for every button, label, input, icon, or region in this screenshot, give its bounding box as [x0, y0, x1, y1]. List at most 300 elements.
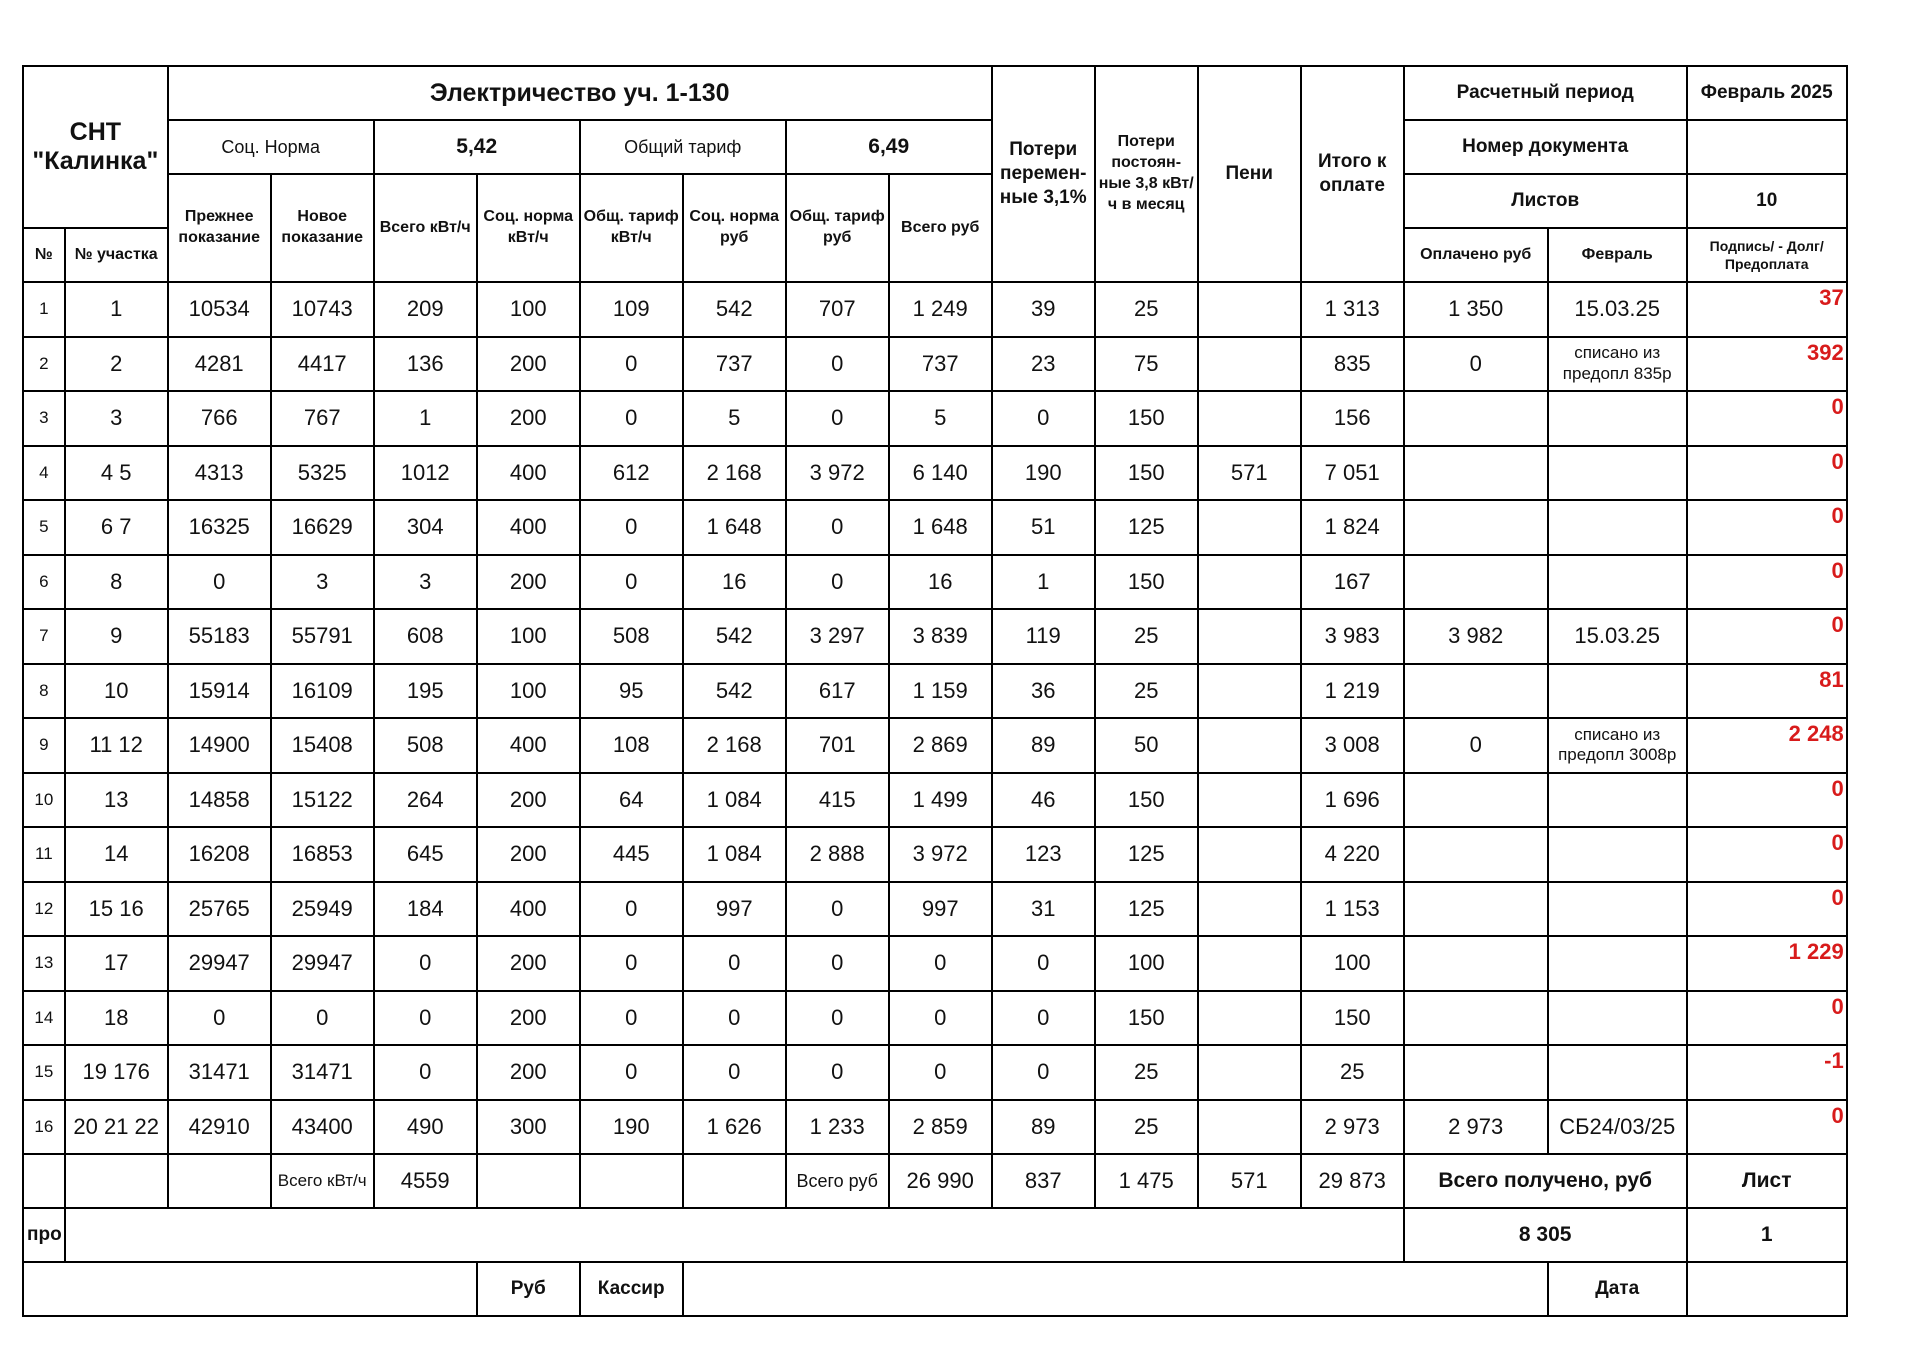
tariff-rub: 0	[786, 882, 889, 937]
tariff-kwh: 190	[580, 1100, 683, 1155]
tariff-kwh: 0	[580, 500, 683, 555]
to-pay: 100	[1301, 936, 1404, 991]
soc-rub: 2 168	[683, 718, 786, 773]
period-label: Расчетный период	[1404, 66, 1687, 120]
new-reading: 15122	[271, 773, 374, 828]
penalty	[1198, 337, 1301, 392]
plot-number: 20 21 22	[65, 1100, 168, 1155]
received-value: 8 305	[1404, 1208, 1687, 1262]
doc-number-value	[1687, 120, 1847, 174]
prev-reading: 31471	[168, 1045, 271, 1100]
prev-reading: 14858	[168, 773, 271, 828]
plot-number: 19 176	[65, 1045, 168, 1100]
loss-variable: 190	[992, 446, 1095, 501]
new-reading: 29947	[271, 936, 374, 991]
table-row	[23, 882, 1847, 937]
total-rub: 997	[889, 882, 992, 937]
tariff-kwh: 0	[580, 337, 683, 392]
debt-prepayment: 0	[1687, 1100, 1847, 1155]
header-loss-constant: Потери постоян-ные 3,8 кВт/ч в месяц	[1095, 66, 1198, 282]
empty-cell	[580, 1154, 683, 1208]
total-kwh: 3	[374, 555, 477, 610]
date-label: Дата	[1548, 1262, 1687, 1316]
header-total-rub: Всего руб	[889, 174, 992, 282]
table-row	[23, 718, 1847, 773]
header-tariff-kwh: Общ. тариф кВт/ч	[580, 174, 683, 282]
total-kwh: 264	[374, 773, 477, 828]
loss-constant: 150	[1095, 555, 1198, 610]
loss-constant: 25	[1095, 1100, 1198, 1155]
debt-prepayment: 1 229	[1687, 936, 1847, 991]
to-pay: 835	[1301, 337, 1404, 392]
table-row	[23, 1100, 1847, 1155]
header-tariff-rub: Общ. тариф руб	[786, 174, 889, 282]
total-rub: 3 972	[889, 827, 992, 882]
row-num: 3	[23, 391, 65, 446]
loss-constant: 150	[1095, 446, 1198, 501]
loss-variable: 0	[992, 391, 1095, 446]
total-rub: 2 859	[889, 1100, 992, 1155]
paid-rub	[1404, 555, 1548, 610]
electricity-billing-sheet	[22, 65, 1848, 1317]
tariff-rub: 3 972	[786, 446, 889, 501]
plot-number: 13	[65, 773, 168, 828]
tariff-rub: 0	[786, 337, 889, 392]
plot-number: 9	[65, 609, 168, 664]
prev-reading: 4281	[168, 337, 271, 392]
org-name: СНТ "Калинка"	[23, 66, 168, 228]
payment-note	[1548, 827, 1687, 882]
row-num: 10	[23, 773, 65, 828]
tariff-kwh: 445	[580, 827, 683, 882]
plot-number: 18	[65, 991, 168, 1046]
penalty	[1198, 664, 1301, 719]
debt-prepayment: 0	[1687, 609, 1847, 664]
row-num: 9	[23, 718, 65, 773]
to-pay: 25	[1301, 1045, 1404, 1100]
penalty	[1198, 391, 1301, 446]
total-rub: 0	[889, 991, 992, 1046]
prev-reading: 766	[168, 391, 271, 446]
loss-constant: 150	[1095, 773, 1198, 828]
loss-constant: 150	[1095, 991, 1198, 1046]
plot-number: 1	[65, 282, 168, 337]
debt-prepayment: 0	[1687, 391, 1847, 446]
loss-variable: 123	[992, 827, 1095, 882]
payment-note: СБ24/03/25	[1548, 1100, 1687, 1155]
paid-rub	[1404, 882, 1548, 937]
soc-kwh: 200	[477, 936, 580, 991]
payment-note	[1548, 555, 1687, 610]
soc-rub: 542	[683, 282, 786, 337]
row-num: 14	[23, 991, 65, 1046]
debt-prepayment: 0	[1687, 827, 1847, 882]
total-kwh: 184	[374, 882, 477, 937]
new-reading: 767	[271, 391, 374, 446]
loss-constant: 25	[1095, 609, 1198, 664]
debt-prepayment: 0	[1687, 555, 1847, 610]
soc-rub: 0	[683, 936, 786, 991]
soc-kwh: 200	[477, 555, 580, 610]
table-row	[23, 936, 1847, 991]
loss-variable: 0	[992, 1045, 1095, 1100]
total-rub: 1 159	[889, 664, 992, 719]
penalty	[1198, 1100, 1301, 1155]
header-num: №	[23, 228, 65, 282]
footer-row	[23, 1262, 1847, 1316]
prev-reading: 14900	[168, 718, 271, 773]
header-total-kwh: Всего кВт/ч	[374, 174, 477, 282]
payment-note: 15.03.25	[1548, 282, 1687, 337]
prev-reading: 0	[168, 991, 271, 1046]
soc-kwh: 200	[477, 337, 580, 392]
total-loss-constant: 1 475	[1095, 1154, 1198, 1208]
table-row	[23, 991, 1847, 1046]
new-reading: 16853	[271, 827, 374, 882]
row-num: 4	[23, 446, 65, 501]
payment-note	[1548, 882, 1687, 937]
tariff-kwh: 0	[580, 391, 683, 446]
row-num: 15	[23, 1045, 65, 1100]
prev-reading: 4313	[168, 446, 271, 501]
tariff-rub: 0	[786, 1045, 889, 1100]
to-pay: 3 983	[1301, 609, 1404, 664]
plot-number: 3	[65, 391, 168, 446]
soc-kwh: 400	[477, 882, 580, 937]
table-row	[23, 773, 1847, 828]
empty-cell	[23, 1154, 65, 1208]
total-kwh: 304	[374, 500, 477, 555]
new-reading: 31471	[271, 1045, 374, 1100]
row-num: 16	[23, 1100, 65, 1155]
to-pay: 1 696	[1301, 773, 1404, 828]
row-num: 13	[23, 936, 65, 991]
loss-variable: 89	[992, 1100, 1095, 1155]
soc-rub: 1 084	[683, 773, 786, 828]
loss-constant: 75	[1095, 337, 1198, 392]
loss-variable: 39	[992, 282, 1095, 337]
soc-kwh: 300	[477, 1100, 580, 1155]
soc-kwh: 200	[477, 773, 580, 828]
header-loss-variable: Потери перемен-ные 3,1%	[992, 66, 1095, 282]
new-reading: 25949	[271, 882, 374, 937]
plot-number: 14	[65, 827, 168, 882]
header-prev-reading: Прежнее показание	[168, 174, 271, 282]
payment-note: списано из предопл 3008р	[1548, 718, 1687, 773]
total-rub: 5	[889, 391, 992, 446]
prev-reading: 29947	[168, 936, 271, 991]
loss-constant: 25	[1095, 1045, 1198, 1100]
soc-rub: 5	[683, 391, 786, 446]
plot-number: 17	[65, 936, 168, 991]
tariff-label: Общий тариф	[580, 120, 786, 174]
header-paid: Оплачено руб	[1404, 228, 1548, 282]
table-row	[23, 664, 1847, 719]
tariff-kwh: 64	[580, 773, 683, 828]
loss-variable: 31	[992, 882, 1095, 937]
tariff-kwh: 0	[580, 991, 683, 1046]
total-loss-variable: 837	[992, 1154, 1095, 1208]
tariff-rub: 0	[786, 936, 889, 991]
total-kwh: 209	[374, 282, 477, 337]
paid-rub: 0	[1404, 718, 1548, 773]
row-num: 8	[23, 664, 65, 719]
header-to-pay: Итого к оплате	[1301, 66, 1404, 282]
empty-cell	[168, 1154, 271, 1208]
to-pay: 167	[1301, 555, 1404, 610]
paid-rub: 0	[1404, 337, 1548, 392]
plot-number: 6 7	[65, 500, 168, 555]
debt-prepayment: -1	[1687, 1045, 1847, 1100]
total-rub-value: 26 990	[889, 1154, 992, 1208]
paid-rub	[1404, 391, 1548, 446]
total-rub: 1 499	[889, 773, 992, 828]
penalty	[1198, 882, 1301, 937]
to-pay: 7 051	[1301, 446, 1404, 501]
to-pay: 156	[1301, 391, 1404, 446]
penalty	[1198, 827, 1301, 882]
to-pay: 1 219	[1301, 664, 1404, 719]
tariff-value: 6,49	[786, 120, 992, 174]
tariff-kwh: 0	[580, 936, 683, 991]
rub-label: Руб	[477, 1262, 580, 1316]
new-reading: 10743	[271, 282, 374, 337]
to-pay: 2 973	[1301, 1100, 1404, 1155]
loss-variable: 51	[992, 500, 1095, 555]
payment-note	[1548, 991, 1687, 1046]
penalty	[1198, 936, 1301, 991]
paid-rub	[1404, 500, 1548, 555]
total-rub: 0	[889, 1045, 992, 1100]
row-num: 6	[23, 555, 65, 610]
payment-note	[1548, 446, 1687, 501]
summary-row	[23, 1208, 1847, 1262]
paid-rub	[1404, 1045, 1548, 1100]
table-row	[23, 282, 1847, 337]
prev-reading: 16208	[168, 827, 271, 882]
paid-rub	[1404, 664, 1548, 719]
loss-variable: 89	[992, 718, 1095, 773]
empty-cell	[23, 1262, 477, 1316]
to-pay: 1 824	[1301, 500, 1404, 555]
date-field	[1687, 1262, 1847, 1316]
header-plot: № участка	[65, 228, 168, 282]
cashier-field	[683, 1262, 1548, 1316]
loss-variable: 1	[992, 555, 1095, 610]
prev-reading: 16325	[168, 500, 271, 555]
tariff-kwh: 109	[580, 282, 683, 337]
debt-prepayment: 0	[1687, 991, 1847, 1046]
debt-prepayment: 0	[1687, 882, 1847, 937]
penalty	[1198, 282, 1301, 337]
loss-variable: 0	[992, 936, 1095, 991]
total-kwh: 490	[374, 1100, 477, 1155]
tariff-kwh: 508	[580, 609, 683, 664]
tariff-kwh: 108	[580, 718, 683, 773]
penalty	[1198, 609, 1301, 664]
penalty: 571	[1198, 446, 1301, 501]
total-kwh-label: Всего кВт/ч	[271, 1154, 374, 1208]
penalty	[1198, 555, 1301, 610]
soc-rub: 542	[683, 609, 786, 664]
total-kwh: 0	[374, 936, 477, 991]
soc-rub: 542	[683, 664, 786, 719]
sheets-value: 10	[1687, 174, 1847, 228]
total-rub: 737	[889, 337, 992, 392]
debt-prepayment: 37	[1687, 282, 1847, 337]
total-kwh: 136	[374, 337, 477, 392]
empty-cell	[65, 1154, 168, 1208]
paid-rub	[1404, 827, 1548, 882]
soc-kwh: 200	[477, 991, 580, 1046]
soc-rub: 0	[683, 1045, 786, 1100]
prev-reading: 55183	[168, 609, 271, 664]
soc-rub: 16	[683, 555, 786, 610]
new-reading: 3	[271, 555, 374, 610]
row-num: 11	[23, 827, 65, 882]
debt-prepayment: 2 248	[1687, 718, 1847, 773]
total-kwh: 508	[374, 718, 477, 773]
paid-rub	[1404, 773, 1548, 828]
new-reading: 43400	[271, 1100, 374, 1155]
total-kwh: 195	[374, 664, 477, 719]
total-rub: 16	[889, 555, 992, 610]
prev-reading: 10534	[168, 282, 271, 337]
total-rub: 1 648	[889, 500, 992, 555]
row-num: 1	[23, 282, 65, 337]
total-to-pay: 29 873	[1301, 1154, 1404, 1208]
soc-norm-value: 5,42	[374, 120, 580, 174]
total-rub: 3 839	[889, 609, 992, 664]
to-pay: 150	[1301, 991, 1404, 1046]
total-kwh: 0	[374, 1045, 477, 1100]
soc-kwh: 400	[477, 718, 580, 773]
period-value: Февраль 2025	[1687, 66, 1847, 120]
tariff-rub: 0	[786, 500, 889, 555]
tariff-rub: 2 888	[786, 827, 889, 882]
soc-kwh: 200	[477, 391, 580, 446]
plot-number: 15 16	[65, 882, 168, 937]
new-reading: 16629	[271, 500, 374, 555]
plot-number: 8	[65, 555, 168, 610]
sheet-value: 1	[1687, 1208, 1847, 1262]
header-soc-rub: Соц. норма руб	[683, 174, 786, 282]
total-kwh: 1	[374, 391, 477, 446]
loss-constant: 125	[1095, 827, 1198, 882]
new-reading: 0	[271, 991, 374, 1046]
soc-kwh: 200	[477, 827, 580, 882]
prev-reading: 0	[168, 555, 271, 610]
header-penalty: Пени	[1198, 66, 1301, 282]
paid-rub: 1 350	[1404, 282, 1548, 337]
loss-variable: 46	[992, 773, 1095, 828]
table-row	[23, 337, 1847, 392]
paid-rub	[1404, 936, 1548, 991]
plot-number: 11 12	[65, 718, 168, 773]
soc-norm-label: Соц. Норма	[168, 120, 374, 174]
payment-note	[1548, 936, 1687, 991]
total-penalty: 571	[1198, 1154, 1301, 1208]
sheet-label: Лист	[1687, 1154, 1847, 1208]
soc-rub: 737	[683, 337, 786, 392]
truncated-label: про	[23, 1208, 65, 1262]
table-row	[23, 827, 1847, 882]
soc-rub: 1 084	[683, 827, 786, 882]
empty-cell	[683, 1154, 786, 1208]
table-row	[23, 500, 1847, 555]
received-label: Всего получено, руб	[1404, 1154, 1687, 1208]
tariff-rub: 701	[786, 718, 889, 773]
total-kwh: 0	[374, 991, 477, 1046]
payment-note	[1548, 500, 1687, 555]
tariff-kwh: 612	[580, 446, 683, 501]
payment-note	[1548, 773, 1687, 828]
loss-variable: 23	[992, 337, 1095, 392]
total-rub-label: Всего руб	[786, 1154, 889, 1208]
penalty	[1198, 991, 1301, 1046]
to-pay: 1 313	[1301, 282, 1404, 337]
header-new-reading: Новое показание	[271, 174, 374, 282]
new-reading: 55791	[271, 609, 374, 664]
row-num: 2	[23, 337, 65, 392]
prev-reading: 15914	[168, 664, 271, 719]
header-month: Февраль	[1548, 228, 1687, 282]
empty-cell	[65, 1208, 1404, 1262]
prev-reading: 25765	[168, 882, 271, 937]
payment-note	[1548, 664, 1687, 719]
loss-constant: 125	[1095, 882, 1198, 937]
debt-prepayment: 0	[1687, 773, 1847, 828]
payment-note: 15.03.25	[1548, 609, 1687, 664]
soc-rub: 0	[683, 991, 786, 1046]
soc-rub: 2 168	[683, 446, 786, 501]
paid-rub	[1404, 991, 1548, 1046]
payment-note	[1548, 1045, 1687, 1100]
loss-constant: 25	[1095, 664, 1198, 719]
tariff-kwh: 0	[580, 555, 683, 610]
new-reading: 5325	[271, 446, 374, 501]
penalty	[1198, 1045, 1301, 1100]
debt-prepayment: 0	[1687, 500, 1847, 555]
tariff-rub: 0	[786, 391, 889, 446]
tariff-rub: 415	[786, 773, 889, 828]
tariff-kwh: 0	[580, 1045, 683, 1100]
total-kwh: 645	[374, 827, 477, 882]
row-num: 7	[23, 609, 65, 664]
sheet-title: Электричество уч. 1-130	[168, 66, 992, 120]
total-rub: 6 140	[889, 446, 992, 501]
plot-number: 4 5	[65, 446, 168, 501]
to-pay: 4 220	[1301, 827, 1404, 882]
plot-number: 2	[65, 337, 168, 392]
loss-variable: 36	[992, 664, 1095, 719]
row-num: 12	[23, 882, 65, 937]
penalty	[1198, 718, 1301, 773]
tariff-rub: 707	[786, 282, 889, 337]
paid-rub: 3 982	[1404, 609, 1548, 664]
header-soc-kwh: Соц. норма кВт/ч	[477, 174, 580, 282]
tariff-kwh: 0	[580, 882, 683, 937]
header-sign: Подпись/ - Долг/Предоплата	[1687, 228, 1847, 282]
paid-rub	[1404, 446, 1548, 501]
table-row	[23, 446, 1847, 501]
loss-constant: 125	[1095, 500, 1198, 555]
loss-variable: 119	[992, 609, 1095, 664]
to-pay: 1 153	[1301, 882, 1404, 937]
payment-note	[1548, 391, 1687, 446]
soc-kwh: 100	[477, 282, 580, 337]
payment-note: списано из предопл 835р	[1548, 337, 1687, 392]
